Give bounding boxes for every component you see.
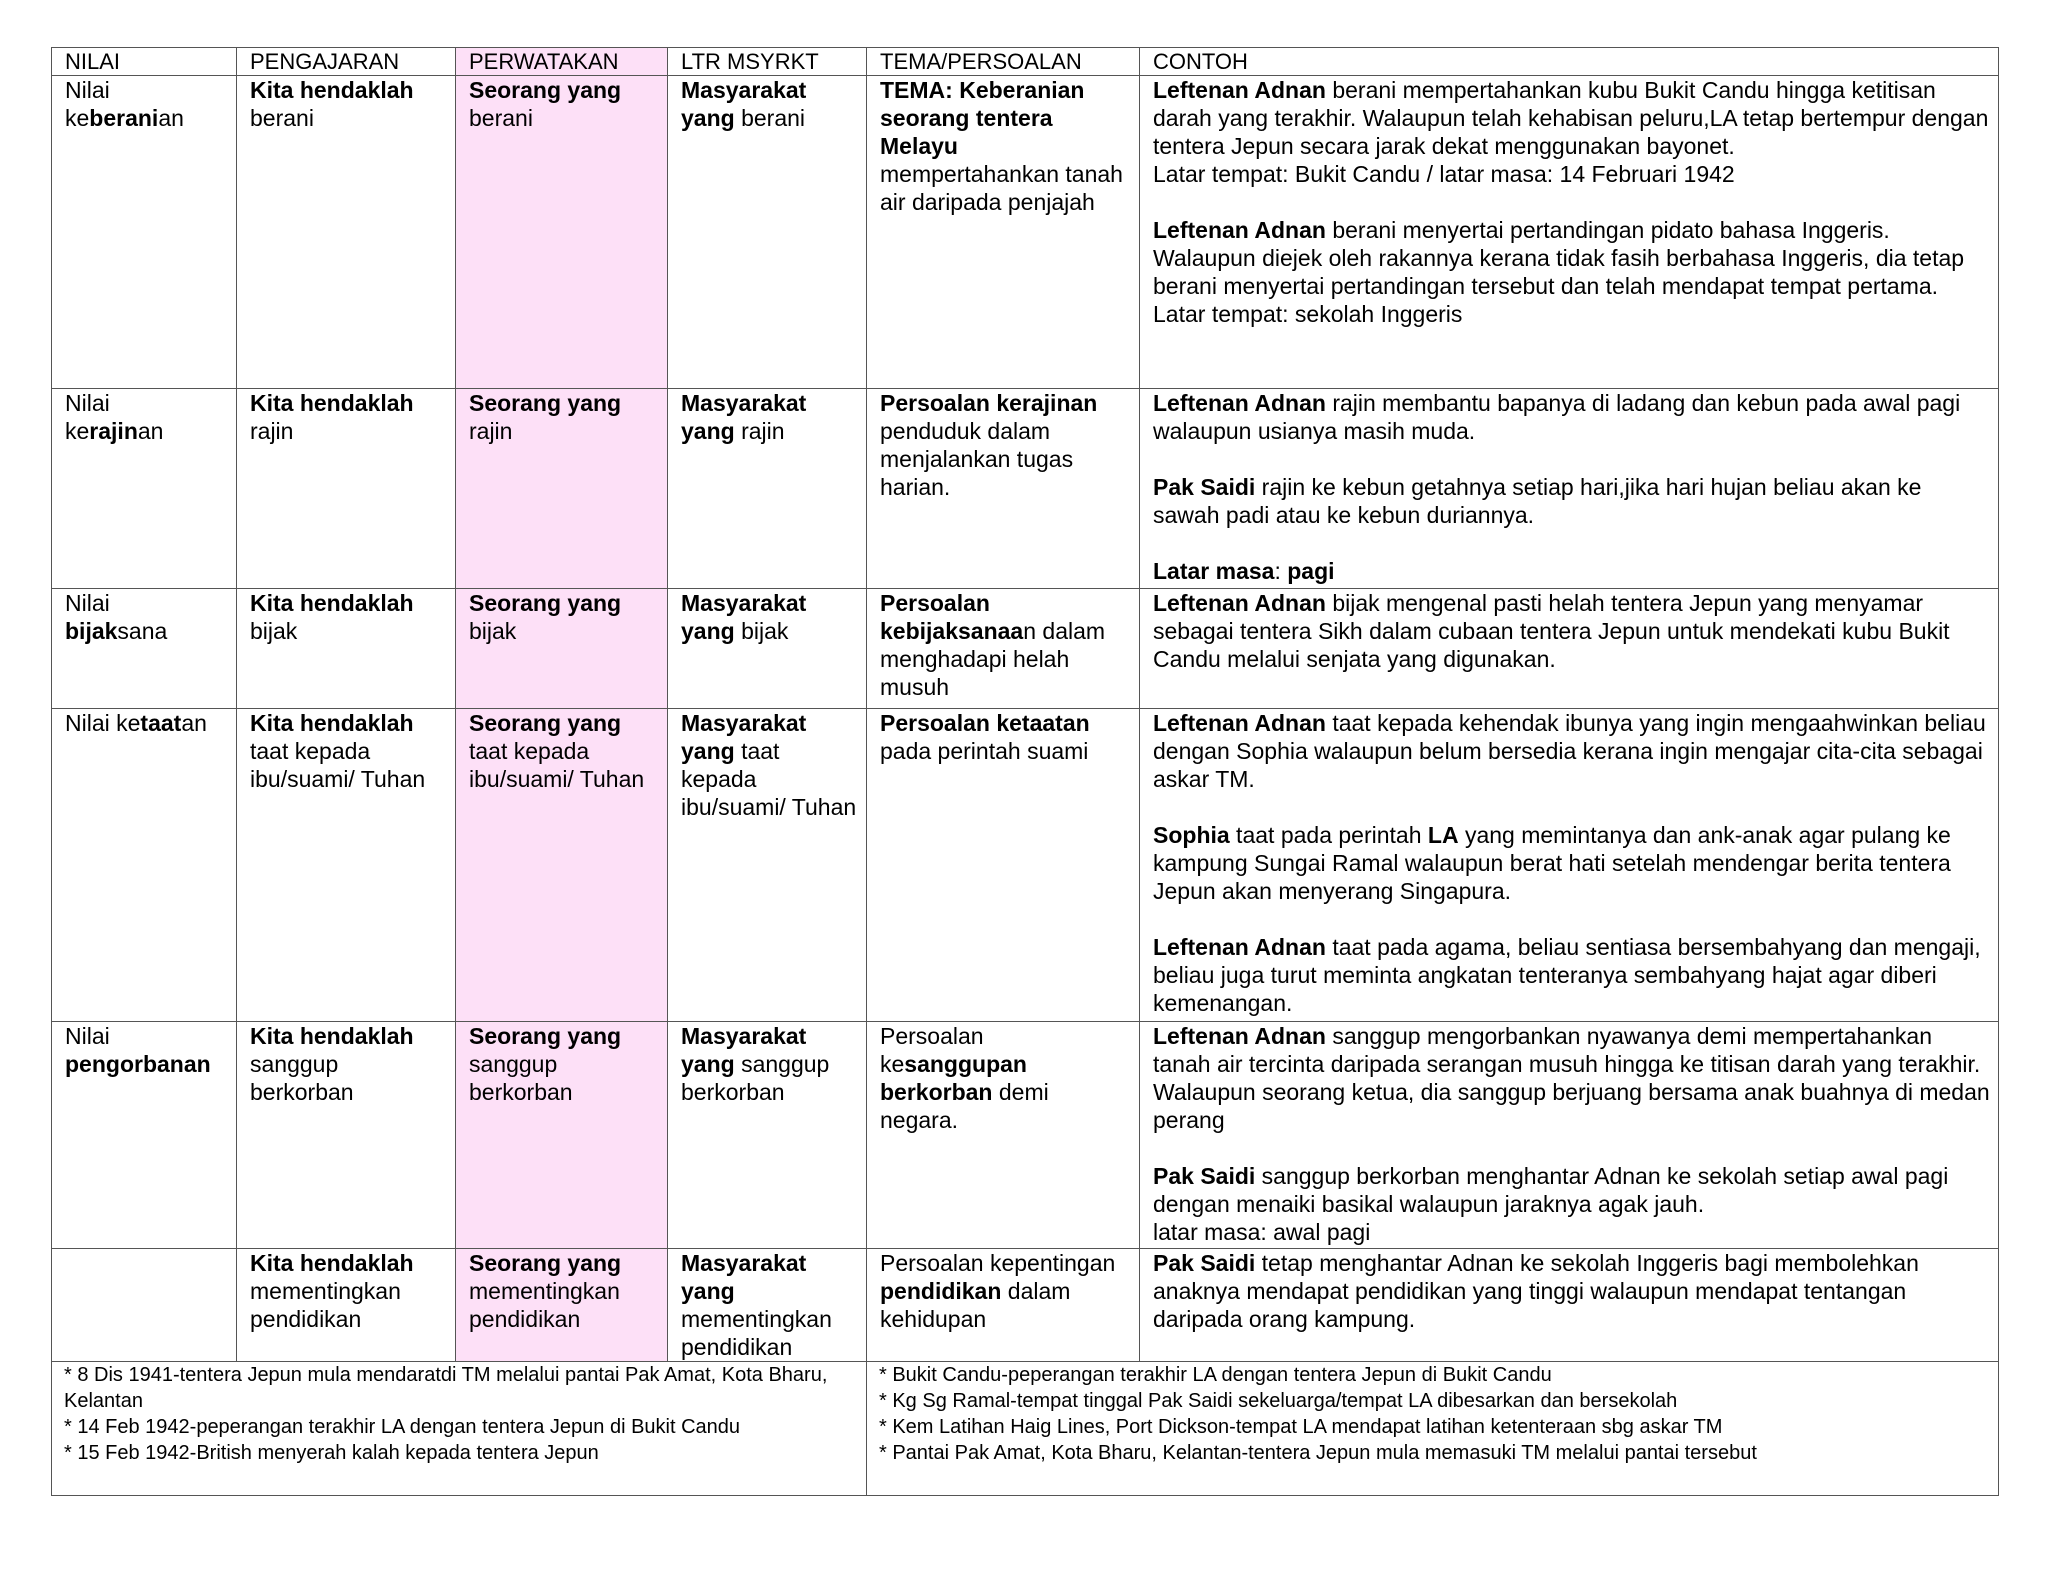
masyarakat-cell: Masyarakat yang bijak [668,589,867,709]
table-row [52,589,1999,709]
contoh-cell: Leftenan Adnan bijak mengenal pasti helah tentera Jepun yang menyamar sebagai tentera Sikh dalam cubaan tentera Jepun untuk mendekati kubu Bukit Candu melalui senjata yang digunakan. [1140,589,1999,709]
tema-cell: Persoalan ketaatan pada perintah suami [867,709,1140,1022]
contoh-cell: Pak Saidi tetap menghantar Adnan ke sekolah Inggeris bagi membolehkan anaknya mendapat pendidikan yang tinggi walaupun mendapat tentangan daripada orang kampung. [1140,1249,1999,1362]
perwatakan-cell: Seorang yang taat kepada ibu/suami/ Tuhan [456,709,668,1022]
nilai-cell [52,1249,237,1362]
perwatakan-cell: Seorang yang rajin [456,389,668,589]
table-row [52,76,1999,389]
pengajaran-cell: Kita hendaklah sanggup berkorban [237,1022,456,1249]
pengajaran-cell: Kita hendaklah berani [237,76,456,389]
tema-cell: Persoalan kesanggupan berkorban demi negara. [867,1022,1140,1249]
tema-cell: Persoalan kerajinan penduduk dalam menjalankan tugas harian. [867,389,1140,589]
masyarakat-cell: Masyarakat yang mementingkan pendidikan [668,1249,867,1362]
nilai-cell: Nilai pengorbanan [52,1022,237,1249]
nilai-cell: Nilai bijaksana [52,589,237,709]
header-nilai: NILAI [52,48,237,76]
masyarakat-cell: Masyarakat yang taat kepada ibu/suami/ Tuhan [668,709,867,1022]
pengajaran-cell: Kita hendaklah taat kepada ibu/suami/ Tuhan [237,709,456,1022]
table-row [52,1249,1999,1362]
header-tema-persoalan: TEMA/PERSOALAN [867,48,1140,76]
table-row [52,709,1999,1022]
contoh-cell: Leftenan Adnan rajin membantu bapanya di ladang dan kebun pada awal pagi walaupun usianya masih muda. Pak Saidi rajin ke kebun getahnya setiap hari,jika hari hujan beliau akan ke sawah padi atau ke kebun duriannya. Latar masa: pagi [1140,389,1999,589]
header-contoh: CONTOH [1140,48,1999,76]
nilai-table [51,47,1999,1496]
nilai-cell: Nilai ketaatan [52,709,237,1022]
tema-cell: Persoalan kebijaksanaan dalam menghadapi helah musuh [867,589,1140,709]
perwatakan-cell: Seorang yang mementingkan pendidikan [456,1249,668,1362]
masyarakat-cell: Masyarakat yang rajin [668,389,867,589]
pengajaran-cell: Kita hendaklah rajin [237,389,456,589]
perwatakan-cell: Seorang yang berani [456,76,668,389]
pengajaran-cell: Kita hendaklah mementingkan pendidikan [237,1249,456,1362]
header-ltr-msyrkt: LTR MSYRKT [668,48,867,76]
contoh-cell: Leftenan Adnan taat kepada kehendak ibunya yang ingin mengaahwinkan beliau dengan Sophia walaupun belum bersedia kerana ingin mengajar cita-cita sebagai askar TM. Sophia taat pada perintah LA yang memintanya dan ank-anak agar pulang ke kampung Sungai Ramal walaupun berat hati setelah mendengar berita tentera Jepun akan menyerang Singapura. Leftenan Adnan taat pada agama, beliau sentiasa bersembahyang dan mengaji, beliau juga turut meminta angkatan tenteranya sembahyang hajat agar diberi kemenangan. [1140,709,1999,1022]
tema-cell: TEMA: Keberanian seorang tentera Melayu mempertahankan tanah air daripada penjajah [867,76,1140,389]
header-perwatakan: PERWATAKAN [456,48,668,76]
footer-notes-row [52,1362,1999,1496]
nilai-cell: Nilai keberanian [52,76,237,389]
table-row [52,1022,1999,1249]
masyarakat-cell: Masyarakat yang berani [668,76,867,389]
contoh-cell: Leftenan Adnan sanggup mengorbankan nyawanya demi mempertahankan tanah air tercinta daripada serangan musuh hingga ke titisan darah yang terakhir. Walaupun seorang ketua, dia sanggup berjuang bersama anak buahnya di medan perang Pak Saidi sanggup berkorban menghantar Adnan ke sekolah setiap awal pagi dengan menaiki basikal walaupun jaraknya agak jauh. latar masa: awal pagi [1140,1022,1999,1249]
contoh-cell: Leftenan Adnan berani mempertahankan kubu Bukit Candu hingga ketitisan darah yang terakhir. Walaupun telah kehabisan peluru,LA tetap bertempur dengan tentera Jepun secara jarak dekat menggunakan bayonet. Latar tempat: Bukit Candu / latar masa: 14 Februari 1942 Leftenan Adnan berani menyertai pertandingan pidato bahasa Inggeris. Walaupun diejek oleh rakannya kerana tidak fasih berbahasa Inggeris, dia tetap berani menyertai pertandingan tersebut dan telah mendapat tempat pertama. Latar tempat: sekolah Inggeris [1140,76,1999,389]
table-header-row [52,48,1999,76]
pengajaran-cell: Kita hendaklah bijak [237,589,456,709]
perwatakan-cell: Seorang yang bijak [456,589,668,709]
perwatakan-cell: Seorang yang sanggup berkorban [456,1022,668,1249]
header-pengajaran: PENGAJARAN [237,48,456,76]
footer-notes-places: * Bukit Candu-peperangan terakhir LA dengan tentera Jepun di Bukit Candu * Kg Sg Ramal-tempat tinggal Pak Saidi sekeluarga/tempat LA dibesarkan dan bersekolah * Kem Latihan Haig Lines, Port Dickson-tempat LA mendapat latihan ketenteraan sbg askar TM * Pantai Pak Amat, Kota Bharu, Kelantan-tentera Jepun mula memasuki TM melalui pantai tersebut [867,1362,1999,1496]
footer-notes-dates: * 8 Dis 1941-tentera Jepun mula mendaratdi TM melalui pantai Pak Amat, Kota Bharu, Kelantan * 14 Feb 1942-peperangan terakhir LA dengan tentera Jepun di Bukit Candu * 15 Feb 1942-British menyerah kalah kepada tentera Jepun [52,1362,867,1496]
masyarakat-cell: Masyarakat yang sanggup berkorban [668,1022,867,1249]
table-row [52,389,1999,589]
tema-cell: Persoalan kepentingan pendidikan dalam kehidupan [867,1249,1140,1362]
nilai-cell: Nilai kerajinan [52,389,237,589]
